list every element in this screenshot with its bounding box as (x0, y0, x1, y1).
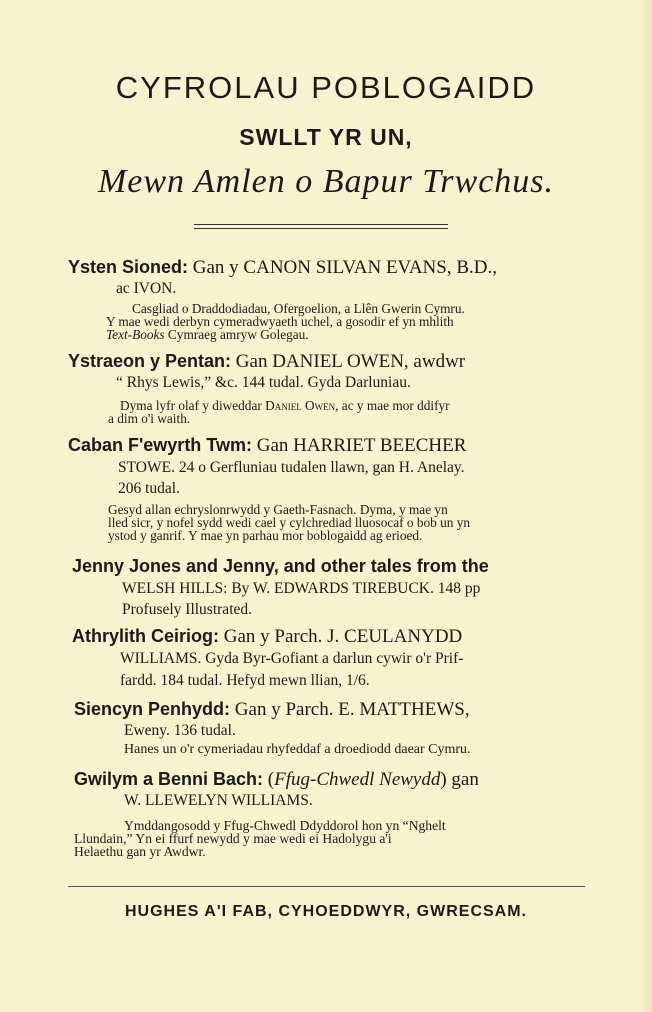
book-title: Caban F'ewyrth Twm: (68, 435, 252, 455)
italic-text: Text-Books (106, 327, 165, 342)
book-author: Gan DANIEL OWEN, awdwr (231, 351, 466, 372)
description-line: Gesyd allan echryslonrwydd y Gaeth-Fasnach. Dyma, y mae yn (108, 502, 448, 517)
description-text: Cymraeg amryw Golegau. (164, 327, 309, 342)
footer-divider (68, 886, 585, 887)
entry-title-line (74, 768, 592, 791)
book-subline: Eweny. 136 tudal. (124, 722, 236, 739)
book-description (68, 302, 586, 341)
book-subline: W. LLEWELYN WILLIAMS. (124, 792, 313, 809)
description-line: ystod y ganrif. Y mae yn parhau mor boblogaidd ag erioed. (108, 528, 423, 543)
publisher-footer: HUGHES A'I FAB, CYHOEDDWYR, GWRECSAM. (125, 903, 527, 920)
book-title: Gwilym a Benni Bach: (74, 769, 264, 789)
entry-title-line (68, 256, 586, 279)
book-description (74, 819, 592, 858)
book-subline: ac IVON. (116, 280, 177, 297)
book-author: Gan y Parch. J. CEULANYDD (219, 626, 463, 647)
author-name-smallcaps: Daniel Owen (265, 398, 336, 413)
book-title: Ysten Sioned: (68, 257, 189, 277)
entry-title-line (74, 698, 592, 721)
description-text: Dyma lyfr olaf y diweddar (120, 398, 266, 413)
book-title: Jenny Jones and Jenny, and other tales from the (72, 556, 489, 576)
book-entry-ysten-sioned (68, 256, 586, 341)
title-divider-bottom (194, 228, 448, 229)
description-line: Casgliad o Draddodiadau, Ofergoelion, a Llên Gwerin Cymru. (132, 301, 465, 316)
description-text: , ac y mae mor ddifyr (335, 398, 450, 413)
book-description (68, 503, 586, 542)
entry-title-line (68, 350, 586, 373)
description-line: lled sicr, y nofel sydd wedi cael y cylchrediad lluosocaf o bob un yn (108, 515, 471, 530)
book-entry-jenny-jones (72, 555, 590, 620)
description-line: a dim o'i waith. (108, 411, 191, 426)
book-entry-caban-fewyrth-twm (68, 434, 586, 542)
book-subline: WILLIAMS. Gyda Byr-Gofiant a darlun cywir o'r Prif- (120, 650, 464, 667)
book-entry-siencyn-penhydd (74, 698, 592, 756)
book-author: ( (263, 769, 275, 790)
description-line (106, 328, 586, 341)
binding-heading: Mewn Amlen o Bapur Trwchus. (97, 163, 555, 200)
description-line: Hanes un o'r cymeriadau rhyfeddaf a droediodd daear Cymru. (124, 742, 471, 757)
description-line: Llundain,” Yn ei ffurf newydd y mae wedi ei Hadolygu a'i (74, 831, 392, 846)
entry-title-line (72, 555, 590, 578)
book-entry-gwilym-a-benni-bach (74, 768, 592, 858)
book-title: Siencyn Penhydd: (74, 699, 231, 719)
book-subline: 206 tudal. (118, 480, 180, 497)
description-line: Y mae wedi derbyn cymeradwyaeth uchel, a gosodir ef yn mhlith (106, 314, 454, 329)
price-heading: SWLLT YR UN, (239, 124, 413, 150)
book-entry-athrylith-ceiriog (72, 625, 590, 692)
book-author: Gan HARRIET BEECHER (251, 435, 467, 456)
book-title: Ystraeon y Pentan: (68, 351, 232, 371)
book-entry-ystraeon-y-pentan (68, 350, 586, 425)
book-subline: Profusely Illustrated. (122, 601, 253, 618)
book-description (74, 743, 592, 756)
entry-title-line (68, 434, 586, 457)
description-line: Helaethu gan yr Awdwr. (74, 844, 206, 859)
book-description (68, 399, 586, 425)
page-edge-shadow (638, 0, 652, 1012)
book-title: Athrylith Ceiriog: (72, 626, 219, 646)
book-subline: “ Rhys Lewis,” &c. 144 tudal. Gyda Darluniau. (116, 374, 411, 391)
book-subline: WELSH HILLS: By W. EDWARDS TIREBUCK. 148 pp (122, 580, 481, 597)
book-subline: STOWE. 24 o Gerfluniau tudalen llawn, gan H. Anelay. (118, 459, 465, 476)
book-author: Gan y Parch. E. MATTHEWS, (230, 699, 470, 720)
book-genre-italic: Ffug-Chwedl Newydd (274, 769, 441, 790)
book-author: Gan y CANON SILVAN EVANS, B.D., (188, 257, 497, 278)
page-title: CYFROLAU POBLOGAIDD (115, 70, 537, 105)
description-line: Ymddangosodd y Ffug-Chwedl Ddyddorol hon yn “Nghelt (124, 818, 446, 833)
title-divider-top (194, 224, 448, 225)
book-author: ) gan (440, 769, 479, 790)
book-subline: fardd. 184 tudal. Hefyd mewn llian, 1/6. (120, 672, 370, 689)
entry-title-line (72, 625, 590, 648)
